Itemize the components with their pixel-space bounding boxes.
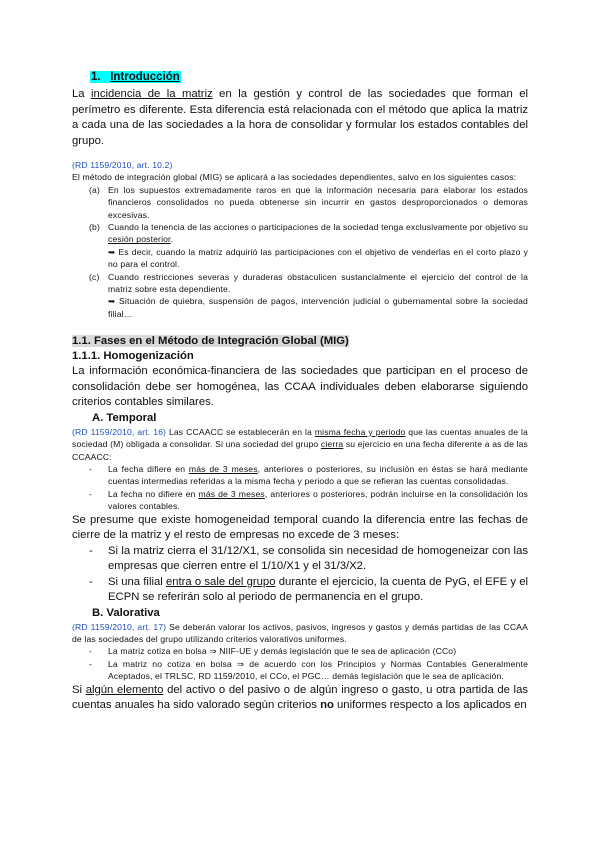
valorativa-list bbox=[72, 645, 528, 682]
section-heading-introduccion bbox=[90, 70, 528, 85]
valorativa-closing-paragraph: Si algún elemento del activo o del pasivo o de algún ingreso o gasto, u otra partida de las cuentas anuales ha sido valorado según criterios no uniformes respecto a los aplicados en bbox=[72, 683, 528, 712]
mig-ref: (RD 1159/2010, art. 10.2) bbox=[72, 160, 173, 170]
temporal-paragraph: (RD 1159/2010, art. 16) Las CCAACC se establecerán en la misma fecha y periodo que las cuentas anuales de la sociedad (M) obligada a consolidar. Si una sociedad del grupo cierra su ejercicio en una fecha diferente a as de las CCAACC: bbox=[72, 426, 528, 462]
mig-exceptions-list bbox=[72, 184, 528, 320]
intro-paragraph: La incidencia de la matriz en la gestión y control de las sociedades que forman el perímetro es diferente. Esta diferencia está relacionada con el método que aplica la matriz a cada una de las sociedades a la hora de consolidar y formular los estados contables del grupo. bbox=[72, 88, 528, 147]
valorativa-paragraph: (RD 1159/2010, art. 17) Se deberán valorar los activos, pasivos, ingresos y gastos y demás partidas de las CCAA de las sociedades del grupo utilizando criterios valorativos uniformes. bbox=[72, 621, 528, 645]
subsection-heading-homogenizacion: 1.1.1. Homogenización bbox=[72, 350, 194, 363]
list-item: - Si una filial entra o sale del grupo durante el ejercicio, la cuenta de PyG, el EFE y el ECPN se referirán solo al periodo de permanencia en el grupo. bbox=[89, 575, 528, 604]
heading-temporal: A. Temporal bbox=[92, 411, 157, 424]
heading-valorativa: B. Valorativa bbox=[92, 606, 160, 619]
mig-intro: El método de integración global (MIG) se aplicará a las sociedades dependientes, salvo en los siguientes casos: bbox=[72, 172, 517, 183]
list-item: - La matriz cotiza en bolsa ⇒ NIIF-UE y demás legislación que le sea de aplicación (CCo) bbox=[89, 646, 457, 657]
homogeneidad-paragraph: Se presume que existe homogeneidad temporal cuando la diferencia entre las fechas de cierre de la matriz y el resto de empresas no excede de 3 meses: bbox=[72, 513, 528, 542]
arrow-icon: ➥ bbox=[108, 246, 116, 257]
homogeneidad-list bbox=[72, 544, 528, 606]
list-item: (a) En los supuestos extremadamente raros en que la información necesaria para elaborar los estados financieros consolidados no pueda obtenerse sin incurrir en gastos desproporcionados o demoras excesivas. bbox=[89, 184, 528, 220]
arrow-icon: ➥ bbox=[108, 296, 116, 307]
list-item: (c) Cuando restricciones severas y duraderas obstaculicen sustancialmente el ejercicio del control de la matriz sobre esta dependiente. ➥ Situación de quiebra, suspensión de pagos, intervención judicial o gubernamental sobre la sociedad filial… bbox=[89, 271, 528, 319]
heading-highlight bbox=[90, 71, 181, 83]
heading-number: 1. bbox=[91, 71, 101, 83]
heading-title: Introducción bbox=[110, 71, 180, 83]
list-item: (b) Cuando la tenencia de las acciones o participaciones de la sociedad tenga exclusivamente por objetivo su cesión posterior. ➥ Es decir, cuando la matriz adquirió las participaciones con el objetivo de venderlas en el corto plazo y no para el control. bbox=[89, 222, 528, 270]
list-item: - Si la matriz cierra el 31/12/X1, se consolida sin necesidad de homogeneizar con las empresas que cierren entre el 1/10/X1 y el 31/3/X2. bbox=[89, 544, 528, 573]
section-heading-fases: 1.1. Fases en el Método de Integración Global (MIG) bbox=[72, 335, 349, 348]
list-item: - La matriz no cotiza en bolsa ⇒ de acuerdo con los Principios y Normas Contables Generalmente Aceptados, el TRLSC, RD 1159/2010, el CCo, el PGC… demás legislación que le sea de aplicación. bbox=[89, 658, 528, 682]
homogenizacion-paragraph: La información económica-financiera de las sociedades que participan en el proceso de consolidación debe ser homogénea, las CCAA individuales deben elaborarse siguiendo criterios contables similares. bbox=[72, 365, 528, 409]
list-item: - La fecha no difiere en más de 3 meses, anteriores o posteriores, podrán incluirse en la consolidación los valores contables. bbox=[89, 488, 529, 512]
temporal-list bbox=[72, 463, 528, 513]
document-content bbox=[72, 70, 528, 714]
list-item: - La fecha difiere en más de 3 meses, anteriores o posteriores, su inclusión en éstas se hará mediante cuentas intermedias referidas a la misma fecha y periodo a que se refieran las cuentas consolidadas. bbox=[89, 464, 528, 487]
